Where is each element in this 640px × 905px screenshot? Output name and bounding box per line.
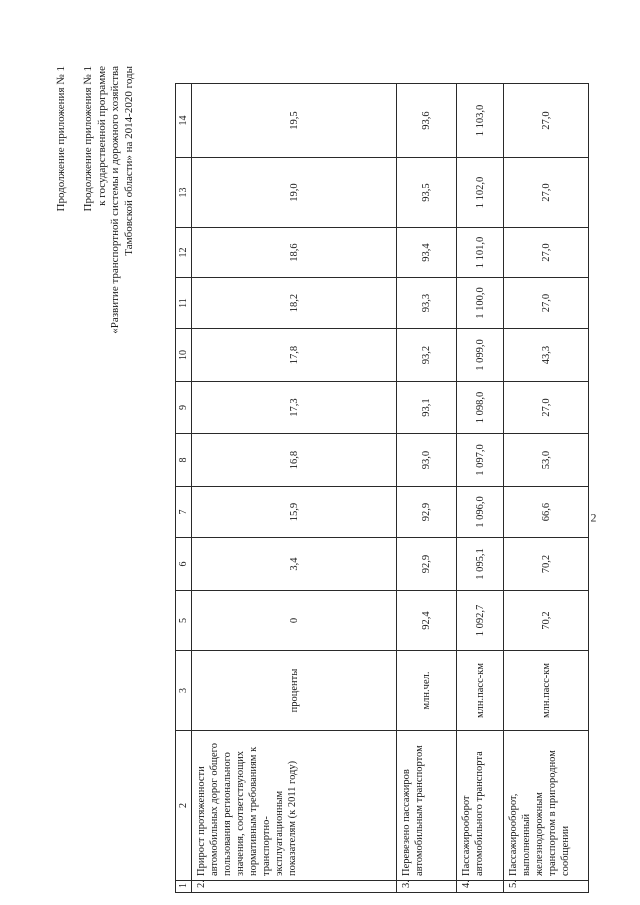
value-cell: 1 095,1 [457,538,504,591]
continuation-title [55,66,69,211]
value-cell: 19,0 [192,158,397,228]
value-cell: 93,1 [397,382,457,434]
value-cell: 17,8 [192,329,397,382]
col-number: 3 [176,651,192,731]
value-cell: 43,3 [504,329,589,382]
value-cell: 70,2 [504,538,589,591]
table-row [192,84,397,893]
value-cell: 18,2 [192,278,397,329]
row-unit: проценты [192,651,397,731]
col-number: 14 [176,84,192,158]
value-cell: 1 092,7 [457,591,504,651]
table-row [397,84,457,893]
value-cell: 1 102,0 [457,158,504,228]
value-cell: 93,6 [397,84,457,158]
appendix-header [82,66,136,334]
row-label: Пассажирооборот автомобильного транспорта [457,731,504,881]
value-cell: 93,4 [397,228,457,278]
col-number: 2 [176,731,192,881]
col-number: 13 [176,158,192,228]
row-label: Прирост протяженности автомобильных дорог общего пользования регионального значения, соответствующих нормативным требованиям к транспортно-эксплуатационным показателям (к 2011 году) [192,731,397,881]
value-cell: 1 103,0 [457,84,504,158]
row-number: 5. [504,881,589,893]
row-label: Перевезено пассажиров автомобильным транспортом [397,731,457,881]
value-cell: 66,6 [504,487,589,538]
row-label: Пассажирооборот, выполненный железнодорожным транспортом в пригородном сообщении [504,731,589,881]
value-cell: 92,9 [397,487,457,538]
value-cell: 19,5 [192,84,397,158]
col-number: 7 [176,487,192,538]
value-cell: 27,0 [504,84,589,158]
appendix-line-3: «Развитие транспортной системы и дорожного хозяйства [109,66,121,334]
table-row [457,84,504,893]
col-number: 8 [176,434,192,487]
value-cell: 18,6 [192,228,397,278]
row-number: 2. [192,881,397,893]
value-cell: 16,8 [192,434,397,487]
value-cell: 70,2 [504,591,589,651]
value-cell: 0 [192,591,397,651]
value-cell: 93,3 [397,278,457,329]
row-number: 3. [397,881,457,893]
row-unit: млн.пасс-км [457,651,504,731]
value-cell: 93,2 [397,329,457,382]
value-cell: 27,0 [504,382,589,434]
value-cell: 27,0 [504,278,589,329]
col-number: 10 [176,329,192,382]
row-unit: млн.чел. [397,651,457,731]
row-unit: млн.пасс-км [504,651,589,731]
value-cell: 27,0 [504,228,589,278]
table-row [504,84,589,893]
page-number: 2 [590,510,597,525]
column-number-row [176,84,192,893]
col-number: 12 [176,228,192,278]
continuation-line: Продолжение приложения № 1 [55,66,67,212]
value-cell: 27,0 [504,158,589,228]
col-number: 5 [176,591,192,651]
value-cell: 1 100,0 [457,278,504,329]
indicators-table [175,83,589,893]
appendix-line-2: к государственной программе [95,66,108,206]
value-cell: 1 101,0 [457,228,504,278]
row-number: 4. [457,881,504,893]
col-number: 6 [176,538,192,591]
appendix-line-4: Тамбовской области» на 2014-2020 годы [122,66,135,256]
appendix-line-1: Продолжение приложения № 1 [82,66,94,212]
value-cell: 92,9 [397,538,457,591]
value-cell: 92,4 [397,591,457,651]
value-cell: 15,9 [192,487,397,538]
value-cell: 3,4 [192,538,397,591]
value-cell: 17,3 [192,382,397,434]
value-cell: 93,0 [397,434,457,487]
value-cell: 1 099,0 [457,329,504,382]
value-cell: 1 096,0 [457,487,504,538]
col-number: 11 [176,278,192,329]
col-number: 9 [176,382,192,434]
value-cell: 1 097,0 [457,434,504,487]
col-number: 1 [176,881,192,893]
value-cell: 1 098,0 [457,382,504,434]
value-cell: 93,5 [397,158,457,228]
value-cell: 53,0 [504,434,589,487]
